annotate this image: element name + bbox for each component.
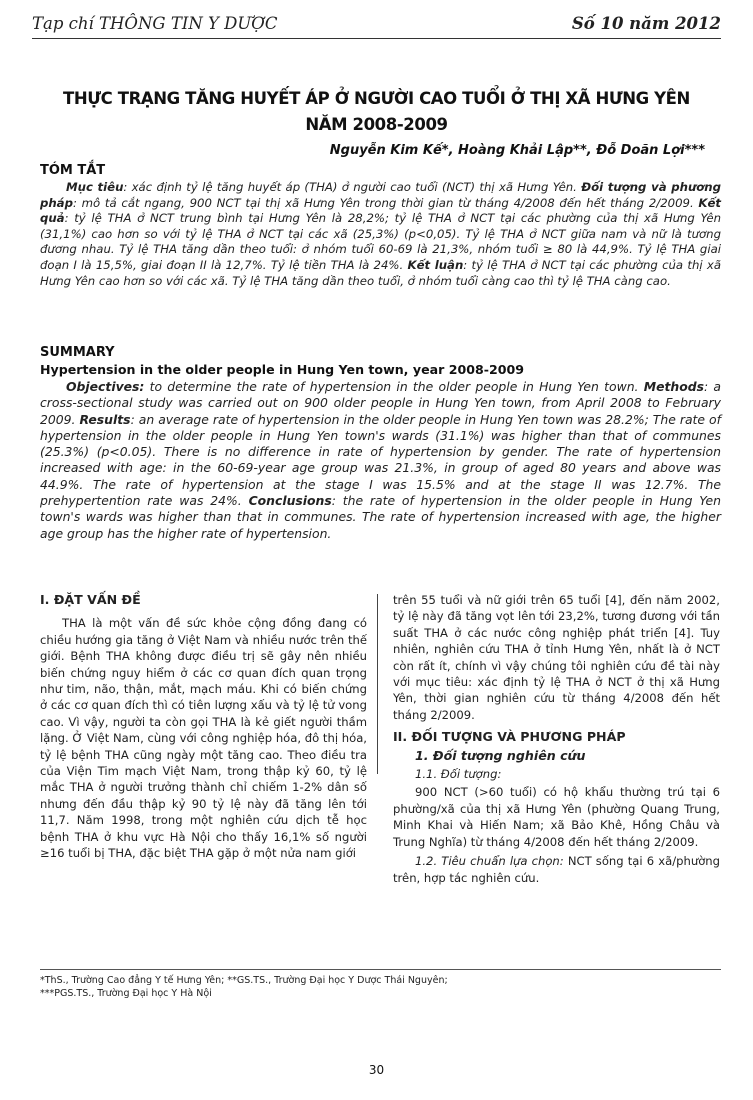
subsection-1-2-text: NCT sống tại 6 xã/phường trên, hợp tác nghiên cứu. [393,854,720,885]
summary-heading: SUMMARY [40,345,115,360]
issue-label: Số 10 năm 2012 [571,14,721,33]
methods-label-en: Methods [643,379,704,394]
right-column [393,592,720,886]
page-number: 30 [368,1063,385,1077]
article-title [40,86,713,138]
conclusion-text-vi: : tỷ lệ THA ở NCT tại các phường của thị xã Hưng Yên cao hơn so với các xã. Tỷ lệ THA tăng dần theo tuổi, ở nhóm tuổi càng cao thì tỷ lệ THA càng cao. [40,257,721,288]
section-1-heading: I. ĐẶT VẤN ĐỀ [40,592,141,607]
footnote-line-1: *ThS., Trường Cao đẳng Y tế Hưng Yên; **GS.TS., Trường Đại học Y Dược Thái Nguyên; [40,975,448,986]
objective-text-en: to determine the rate of hypertension in the older people in Hung Yen town. [144,379,644,394]
results-text-en: : an average rate of hypertension in the older people in Hung Yen town was 28.2%; The rate of hypertension in the older people in Hung Yen town's wards (31.1%) was higher than that of communes (25.3%) (p<0.05). There is no difference in rate of hypertension by gender. The rate of hypertension increased with age: in the 60-69-year age group was 21.3%, in group of aged 80 years and above was 44.9%. The rate of hypertension at the stage I was 15.5% and at the stage II was 12.7%. The prehypertention rate was 24%. [40,411,721,509]
summary-title: Hypertension in the older people in Hung Yen town, year 2008-2009 [40,362,525,377]
conclusion-label-vi: Kết luận [407,257,464,272]
section-2-heading: II. ĐỐI TƯỢNG VÀ PHƯƠNG PHÁP [393,729,626,745]
abstract-en [40,379,721,542]
column-divider [377,594,378,774]
results-text-vi: : tỷ lệ THA ở NCT trung bình tại Hưng Yên là 28,2%; tỷ lệ THA ở NCT tại các phường của thị xã Hưng Yên (31,1%) cao hơn so với tỷ lệ THA ở NCT tại các xã (25,3%) (p<0,05). Tỷ lệ THA ở NCT giữa nam và nữ là tương đương nhau. Tỷ lệ THA tăng dần theo tuổi: ở nhóm tuổi 60-69 là 21,3%, nhóm tuổi ≥ 80 là 44,9%. Tỷ lệ THA giai đoạn I là 15,5%, giai đoạn II là 12,7%. Tỷ lệ tiền THA là 24%. [40,211,721,272]
journal-header [32,12,721,39]
objective-label-vi: Mục tiêu [66,180,124,194]
methods-text-en: : a cross-sectional study was carried out on 900 older people in Hung Yen town, from April 2008 to February 2009. [40,379,721,427]
journal-name: Tạp chí THÔNG TIN Y DƯỢC [32,14,278,33]
subsection-1-2-label: 1.2. Tiêu chuẩn lựa chọn: [415,854,564,869]
methods-label-vi: Đối tượng và phương pháp [40,180,721,210]
subsection-1-heading: 1. Đối tượng nghiên cứu [415,747,586,763]
title-line-2: NĂM 2008-2009 [305,115,448,134]
conclusion-text-en: : the rate of hypertension in the older people in Hung Yen town's wards was higher than that in communes. The rate of hypertension increased with age, the higher age group has the higher rate of hypertension. [40,493,721,541]
section-1-paragraph-cont: trên 55 tuổi và nữ giới trên 65 tuổi [4], đến năm 2002, tỷ lệ này đã tăng vọt lên tới 23,2%, tương đương với tần suất THA ở các nước công nghiệp phát triển [4]. Tuy nhiên, nghiên cứu THA ở tỉnh Hưng Yên, nhất là ở NCT còn rất ít, chính vì vậy chúng tôi nghiên cứu đề tài này với mục tiêu: xác định tỷ lệ THA ở NCT ở thị xã Hưng Yên, thời gian nghiên cứu từ tháng 4/2008 đến hết tháng 2/2009. [393,593,720,722]
footnotes [40,969,721,1000]
methods-text-vi: : mô tả cắt ngang, 900 NCT tại thị xã Hưng Yên trong thời gian từ tháng 4/2008 đến hết tháng 2/2009. [72,195,699,210]
footnote-line-2: ***PGS.TS., Trường Đại học Y Hà Nội [40,988,212,999]
results-label-vi: Kết quả [40,195,721,226]
title-line-1: THỰC TRẠNG TĂNG HUYẾT ÁP Ở NGƯỜI CAO TUỔI Ở THỊ XÃ HƯNG YÊN [63,89,690,108]
objective-label-en: Objectives: [66,379,145,394]
authors: Nguyễn Kim Kế*, Hoàng Khải Lập**, Đỗ Doãn Lợi*** [329,143,705,158]
subsection-1-1-heading: 1.1. Đối tượng: [415,767,502,782]
results-label-en: Results [79,411,131,427]
section-1-paragraph: THA là một vấn đề sức khỏe cộng đồng đang có chiều hướng gia tăng ở Việt Nam và nhiều nước trên thế giới. Bệnh THA không được điều trị sẽ gây nên nhiều biến chứng nguy hiểm ở các cơ quan đích quan trọng như tim, não, thận, mắt, mạch máu. Khi có biến chứng ở các cơ quan đích thì có tiên lượng xấu và tỷ lệ tử vong cao. Vì vậy, người ta còn gọi THA là kẻ giết người thầm lặng. Ở Việt Nam, cùng với công nghiệp hóa, đô thị hóa, tỷ lệ bệnh THA cũng ngày một tăng cao. Theo điều tra của Viện Tim mạch Việt Nam, trong thập kỷ 60, tỷ lệ mắc THA ở người trưởng thành chỉ chiếm 1-2% dân số nhưng đến đầu thập kỷ 90 tỷ lệ này đã tăng lên tới 11,7. Năm 1998, trong một nghiên cứu dịch tễ học bệnh THA ở khu vực Hà Nội cho thấy 16,1% số người ≥16 tuổi bị THA, đặc biệt THA gặp ở một nửa nam giới [40,616,367,861]
conclusion-label-en: Conclusions [248,493,332,509]
objective-text-vi: : xác định tỷ lệ tăng huyết áp (THA) ở người cao tuổi (NCT) thị xã Hưng Yên. [123,180,582,194]
abstract-vi [40,180,721,289]
abstract-vi-heading: TÓM TẮT [40,163,106,178]
subsection-1-1-paragraph: 900 NCT (>60 tuổi) có hộ khẩu thường trú tại 6 phường/xã của thị xã Hưng Yên (phường Quang Trung, Minh Khai và Hiến Nam; xã Bảo Khê, Hồng Châu và Trung Nghĩa) từ tháng 4/2008 đến hết tháng 2/2009. [393,785,720,849]
left-column [40,592,367,862]
